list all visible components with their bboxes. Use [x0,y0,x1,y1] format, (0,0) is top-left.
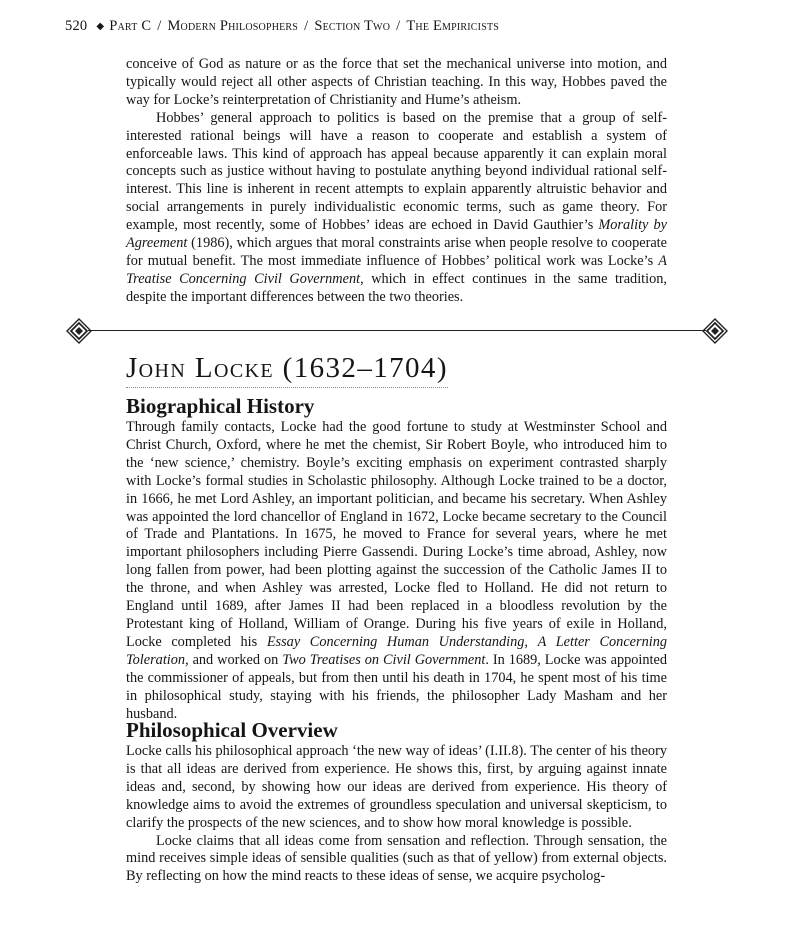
text-run: (1986), which argues that moral constraints arise when people resolve to cooperate for mutual benefit. The most immediate influence of Hobbes’ political work was Locke’s [126,235,667,269]
continued-text [126,56,667,307]
text-run: , [524,633,538,650]
ornamental-divider [66,318,728,344]
diamond-bullet-icon: ◆ [96,21,105,32]
paragraph: conceive of God as nature or as the force that set the mechanical universe into motion, and typically would reject all other aspects of Christian teaching. In this way, Hobbes paved the way for Locke’s reinterpretation of Christianity and Hume’s atheism. [126,56,667,108]
paragraph [126,110,667,307]
page-number: 520 [65,18,88,34]
text-run: Through family contacts, Locke had the good fortune to study at Westminster School and Christ Church, Oxford, where he met the chemist, Sir Robert Boyle, who introduced him to the ‘new science,’ chemistry. Boyle’s exciting emphasis on experiment contrasted sharply with Locke’s formal studies in Scholastic philosophy. Although Locke trained to be a doctor, in 1666, he met Lord Ashley, an important politician, and became his secretary. When Ashley was appointed the lord chancellor of England in 1672, Locke became secretary to the Council of Trade and Plantations. In 1675, he moved to France for several years, where he met important philosophers including Pierre Gassendi. During Locke’s time abroad, Ashley, now long fallen from power, had been plotting against the succession of the Catholic James II to the throne, and when Ashley was arrested, Locke fled to Holland. He did not return to England until 1689, after James II had been replaced in a bloodless revolution by the Protestant king of Holland, William of Orange. During his five years of exile in Holland, Locke completed his [126,419,667,650]
book-title: Two Treatises on Civil Government [282,651,486,668]
paragraph: Locke claims that all ideas come from sensation and reflection. Through sensation, the mind receives simple ideas of sensible qualities (such as that of yellow) from external objects. By reflecting on how the mind reacts to these ideas of sense, we acquire psycholog- [126,832,667,885]
separator: / [304,18,309,34]
book-title: A Treatise Concerning Civil Government [126,252,667,287]
overview-text [126,743,667,886]
separator: / [157,18,162,34]
running-head-section-2: Section Two [314,18,391,34]
text-run: , and worked on [185,651,283,668]
chapter-title: John Locke (1632–1704) [126,352,448,388]
text-run: Hobbes’ general approach to politics is based on the premise that a group of self-interested rational beings will have a reason to cooperate and establish a system of enforceable laws. This kind of approach has appeal because apparently it can explain moral concepts such as justice without having to postulate anything beyond individual rational self-interest. This line is inherent in recent attempts to explain apparently altruistic behavior and social arrangements in purely individualistic economic terms, such as game theory. For example, most recently, some of Hobbes’ ideas are echoed in David Gauthier’s [126,109,667,234]
running-head-section-3: The Empiricists [406,18,500,34]
left-diamond-ornament-icon [66,318,92,344]
running-head-section-1: Modern Philosophers [167,18,299,34]
right-diamond-ornament-icon [702,318,728,344]
book-title: Essay Concerning Human Understanding [266,633,525,650]
biography-text [126,419,667,723]
separator: / [396,18,401,34]
divider-rule [88,330,706,331]
text-run: , which in effect continues in the same tradition, despite the important differences between the two theories. [126,270,667,305]
book-title: A Letter Concerning Toleration [126,633,667,668]
section-heading-overview: Philosophical Overview [126,718,338,742]
text-run: . In 1689, Locke was appointed the commissioner of appeals, but from then until his death in 1704, he spent most of his time in philosophical study, staying with his friends, the philosopher Lady Masham and her husband. [126,651,668,722]
paragraph [126,419,667,723]
paragraph: Locke calls his philosophical approach ‘the new way of ideas’ (I.II.8). The center of his theory is that all ideas are derived from experience. He shows this, first, by arguing against innate ideas and, second, by showing how our ideas are derived from experience. His theory of knowledge aims to avoid the extremes of groundless speculation and universal skepticism, to clarify the prospects of the new sciences, and to show how moral knowledge is possible. [126,743,667,831]
running-head-part: Part C [109,18,152,34]
running-head [65,18,745,35]
book-title: Morality by Agreement [126,217,667,252]
section-heading-biography: Biographical History [126,394,315,418]
